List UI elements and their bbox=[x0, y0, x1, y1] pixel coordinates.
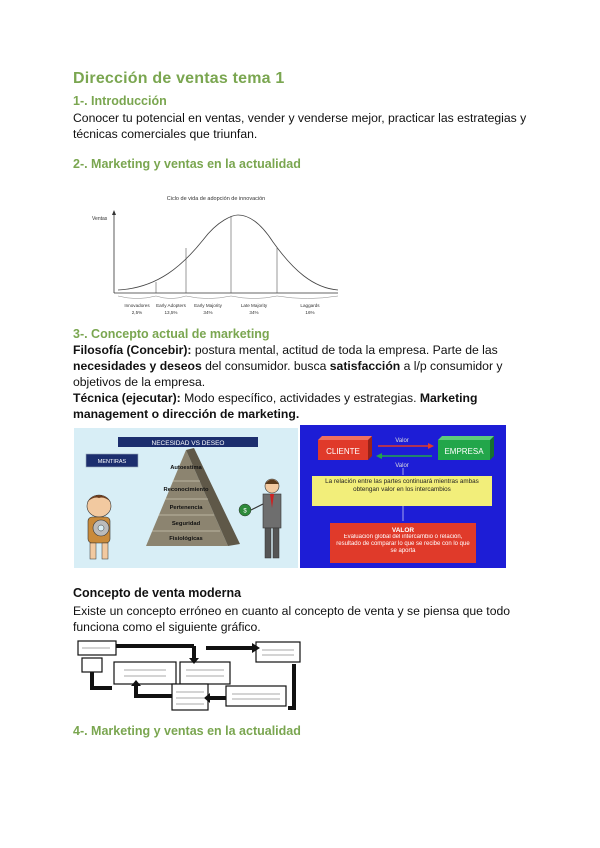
y-axis-arrow bbox=[112, 210, 116, 215]
concept-line-1 bbox=[73, 342, 543, 358]
flow-box bbox=[180, 662, 230, 684]
segment-pct: 13,5% bbox=[164, 310, 178, 315]
flow-box bbox=[114, 662, 176, 684]
segment-name: Early Adopters bbox=[156, 303, 186, 308]
segment-name: Early Majority bbox=[194, 303, 222, 308]
section-heading-marketing-ventas-2: 4-. Marketing y ventas en la actualidad bbox=[73, 724, 301, 738]
section-heading-venta-moderna: Concepto de venta moderna bbox=[73, 586, 242, 600]
segment-pct: 16% bbox=[305, 310, 315, 315]
segment-name: Innovadores bbox=[124, 303, 150, 308]
text-span: postura mental, actitud de toda la empresa. Parte de las bbox=[191, 343, 498, 357]
flow-box bbox=[82, 658, 102, 672]
flow-box bbox=[172, 684, 208, 710]
venta-line-2: funciona como el siguiente gráfico. bbox=[73, 620, 261, 634]
value-box-text: Evaluación global del intercambio o relación, resultado de comparar lo que se recibe con lo que se aporta bbox=[336, 534, 470, 555]
bold-term: Marketing bbox=[419, 391, 478, 405]
bold-term: satisfacción bbox=[329, 359, 401, 373]
concept-line-5: management o dirección de marketing. bbox=[73, 407, 300, 421]
text-span: a l/p consumidor y bbox=[400, 359, 503, 373]
segment-name: Laggards bbox=[300, 303, 320, 308]
client-company-value-figure bbox=[300, 425, 506, 568]
concept-line-3: objetivos de la empresa. bbox=[73, 375, 206, 389]
value-arrow-top-label: Valor bbox=[395, 438, 409, 444]
mentiras-tag-text: MENTIRAS bbox=[97, 459, 127, 465]
flow-box bbox=[226, 686, 286, 706]
text-span: del consumidor. busca bbox=[201, 359, 330, 373]
flow-arrow bbox=[136, 686, 172, 696]
intro-line-1: Conocer tu potencial en ventas, vender y venderse mejor, practicar las estrategias y bbox=[73, 111, 527, 125]
intro-paragraph bbox=[73, 110, 526, 142]
adoption-curve-figure bbox=[88, 190, 344, 320]
concept-line-4 bbox=[73, 390, 543, 406]
pyramid-level-label: Autoestima bbox=[170, 465, 202, 471]
flow-arrow bbox=[92, 672, 112, 688]
pyramid-level-label: Seguridad bbox=[171, 521, 201, 527]
segment-pct: 34% bbox=[203, 310, 213, 315]
segment-pct: 2,5% bbox=[131, 310, 143, 315]
section-heading-marketing-ventas: 2-. Marketing y ventas en la actualidad bbox=[73, 157, 301, 171]
value-arrow-bottom-label: Valor bbox=[395, 463, 409, 469]
figure1-title: Ciclo de vida de adopción de innovación bbox=[166, 196, 266, 202]
segment-braces bbox=[118, 296, 338, 299]
bold-term: Técnica (ejecutar): bbox=[73, 391, 181, 405]
value-box-title: VALOR bbox=[391, 527, 415, 534]
intro-line-2: técnicas comerciales que triunfan. bbox=[73, 127, 258, 141]
bold-term: necesidades y deseos bbox=[73, 359, 202, 373]
client-label: CLIENTE bbox=[326, 447, 360, 456]
company-label: EMPRESA bbox=[444, 447, 484, 456]
document-title: Dirección de ventas tema 1 bbox=[73, 70, 285, 87]
flow-box bbox=[256, 642, 300, 662]
figure1-ylabel: Ventas bbox=[92, 216, 108, 222]
svg-text:$: $ bbox=[243, 508, 247, 515]
flow-arrow bbox=[288, 664, 294, 708]
segment-pct: 34% bbox=[249, 310, 259, 315]
segment-name: Late Majority bbox=[240, 303, 268, 308]
pyramid-level-label: Fisiológicas bbox=[169, 536, 203, 542]
relation-text: La relación entre las partes continuará mientras ambas obtengan valor en los intercambios bbox=[325, 478, 479, 493]
venta-line-1: Existe un concepto erróneo en cuanto al concepto de venta y se piensa que todo bbox=[73, 604, 511, 618]
pyramid-level-label: Pertenencia bbox=[169, 505, 203, 511]
pyramid-level-label: Reconocimiento bbox=[163, 487, 209, 493]
text-span: Modo específico, actividades y estrategias. bbox=[180, 391, 420, 405]
sales-flow-diagram bbox=[76, 638, 304, 716]
section-heading-introduccion: 1-. Introducción bbox=[73, 94, 167, 108]
marketing-concept-paragraph bbox=[73, 342, 543, 422]
bell-curve bbox=[118, 215, 338, 290]
needs-pyramid-figure bbox=[74, 428, 298, 568]
figure2-banner-text: NECESIDAD VS DESEO bbox=[151, 440, 225, 447]
section-heading-concepto-marketing: 3-. Concepto actual de marketing bbox=[73, 327, 270, 341]
concept-line-2 bbox=[73, 358, 543, 374]
venta-moderna-paragraph bbox=[73, 603, 510, 635]
bold-term: Filosofía (Concebir): bbox=[73, 343, 192, 357]
